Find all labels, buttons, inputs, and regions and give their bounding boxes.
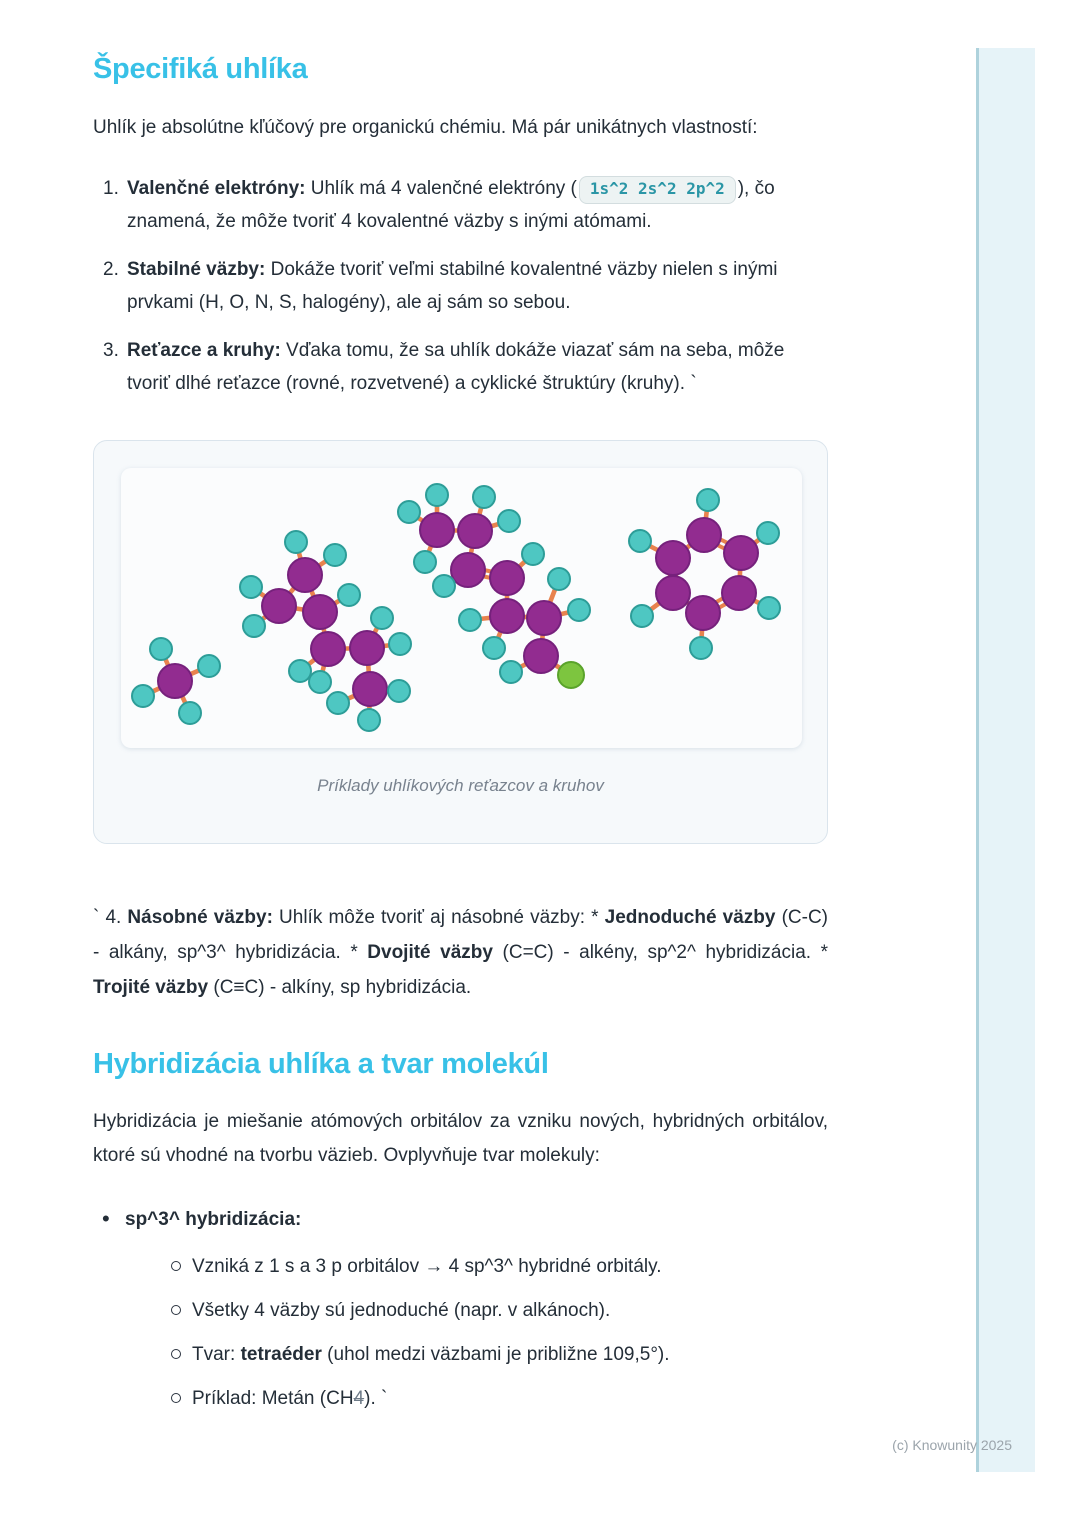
hydrogen-atom (629, 530, 651, 552)
hydrogen-atom (338, 584, 360, 606)
hydrogen-atom (150, 638, 172, 660)
carbon-atom (451, 553, 485, 587)
carbon-atom (724, 536, 758, 570)
text-segment: Tvar: (192, 1344, 241, 1365)
carbon-atom (490, 561, 524, 595)
carbon-atom (288, 558, 322, 592)
text-segment: Vzniká z 1 s a 3 p orbitálov → 4 sp^3^ hybridné orbitály. (192, 1256, 662, 1277)
hydrogen-atom (500, 661, 522, 683)
molecule-figure-card (93, 440, 828, 844)
text-segment: Vďaka tomu, že sa uhlík dokáže viazať sám na seba, môže tvoriť dlhé reťazce (rovné, rozvetvené) a cyklické štruktúry (kruhy). ` (127, 340, 785, 394)
struck-text: 4 (353, 1388, 365, 1409)
hydrogen-atom (240, 576, 262, 598)
list-item-chains-rings (103, 334, 828, 400)
bold-text: Dvojité väzby (367, 942, 493, 963)
carbon-atom (686, 596, 720, 630)
hydrogen-atom (285, 531, 307, 553)
hydrogen-atom (568, 599, 590, 621)
carbon-atom (687, 518, 721, 552)
text-segment: Dokáže tvoriť veľmi stabilné kovalentné väzby nielen s inými prvkami (H, O, N, S, halogény), ale aj sám so sebou. (127, 259, 778, 313)
hydrogen-atom (289, 660, 311, 682)
hydrogen-atom (522, 543, 544, 565)
halogen-atom (558, 662, 584, 688)
bold-text: Jednoduché väzby (604, 907, 776, 928)
hydrogen-atom (483, 637, 505, 659)
sub-item-example (125, 1383, 828, 1414)
molecule-image (121, 468, 802, 748)
hydrogen-atom (758, 597, 780, 619)
bold-text: tetraéder (240, 1344, 322, 1365)
carbon-atom (527, 601, 561, 635)
carbon-atom (350, 631, 384, 665)
hydrogen-atom (414, 551, 436, 573)
hydrogen-atom (371, 607, 393, 629)
carbon-atom (490, 599, 524, 633)
molecule-canvas (121, 468, 802, 748)
sub-item-orbitals (125, 1251, 828, 1282)
carbon-atom (524, 639, 558, 673)
text-segment: Uhlík môže tvoriť aj násobné väzby: * (272, 907, 605, 928)
carbon-atom (262, 589, 296, 623)
carbon-atom (303, 595, 337, 629)
bold-text: Trojité väzby (93, 977, 209, 998)
page-edge-stripe (976, 48, 1035, 1472)
hydrogen-atom (459, 609, 481, 631)
text-segment: ), čo znamená, že môže tvoriť 4 kovalentné väzby s inými atómami. (127, 178, 775, 232)
text-segment: ` 4. (93, 907, 128, 928)
carbon-atom (353, 672, 387, 706)
hydrogen-atom (426, 484, 448, 506)
text-segment: Všetky 4 väzby sú jednoduché (napr. v alkánoch). (192, 1300, 611, 1321)
hydrogen-atom (327, 692, 349, 714)
text-segment: ). ` (364, 1388, 388, 1409)
hydrogen-atom (690, 637, 712, 659)
hydrogen-atom (358, 709, 380, 731)
hybridization-list (93, 1205, 828, 1414)
list-item-stable-bonds (103, 253, 828, 319)
bullet-label: sp^3^ hybridizácia: (125, 1209, 302, 1230)
bold-text: Valenčné elektróny: (127, 178, 306, 199)
hydrogen-atom (433, 575, 455, 597)
hydrogen-atom (473, 486, 495, 508)
hydrogen-atom (179, 702, 201, 724)
text-segment: Príklad: Metán (CH (192, 1388, 354, 1409)
bold-text: Reťazce a kruhy: (127, 340, 281, 361)
section-title-carbon-specifics: Špecifiká uhlíka (93, 53, 308, 85)
text-segment: (C≡C) - alkíny, sp hybridizácia. (208, 977, 472, 998)
carbon-atom (722, 576, 756, 610)
hydrogen-atom (243, 615, 265, 637)
sub-item-shape (125, 1339, 828, 1370)
hydrogen-atom (198, 655, 220, 677)
hydrogen-atom (697, 489, 719, 511)
figure-caption: Príklady uhlíkových reťazcov a kruhov (317, 776, 604, 795)
intro-paragraph: Uhlík je absolútne kľúčový pre organickú chémiu. Má pár unikátnych vlastností: (93, 117, 758, 138)
carbon-atom (311, 632, 345, 666)
list-number: 2. (103, 259, 119, 280)
hydrogen-atom (309, 671, 331, 693)
hydrogen-atom (498, 510, 520, 532)
hydrogen-atom (132, 685, 154, 707)
hydrogen-atom (388, 680, 410, 702)
hydrogen-atom (398, 501, 420, 523)
carbon-atom (656, 541, 690, 575)
carbon-properties-list (93, 172, 828, 400)
text-segment: (C=C) - alkény, sp^2^ hybridizácia. * (492, 942, 828, 963)
bullet-sp3-hybridization (93, 1205, 828, 1414)
electron-config-code: 1s^2 2s^2 2p^2 (579, 176, 736, 204)
list-item-valence-electrons (103, 172, 828, 238)
sp3-sublist (125, 1251, 828, 1414)
text-segment: (uhol medzi väzbami je približne 109,5°). (321, 1344, 670, 1365)
list-item-text (127, 253, 828, 319)
hybridization-intro-paragraph: Hybridizácia je miešanie atómových orbitálov za vzniku nových, hybridných orbitálov, ktoré sú vhodné na tvorbu väzieb. Ovplyvňuje tvar molekuly: (93, 1111, 828, 1166)
hydrogen-atom (757, 522, 779, 544)
multiple-bonds-paragraph (93, 900, 828, 1005)
hydrogen-atom (548, 568, 570, 590)
carbon-atom (656, 576, 690, 610)
list-item-text (127, 334, 828, 400)
text-segment: Uhlík má 4 valenčné elektróny ( (305, 178, 577, 199)
copyright-footer: (c) Knowunity 2025 (892, 1437, 1012, 1453)
carbon-atom (420, 513, 454, 547)
list-item-text (127, 172, 828, 238)
list-number: 1. (103, 178, 119, 199)
bold-text: Násobné väzby: (127, 907, 273, 928)
hydrogen-atom (324, 544, 346, 566)
carbon-atom (158, 664, 192, 698)
list-number: 3. (103, 340, 119, 361)
hydrogen-atom (631, 605, 653, 627)
section-title-hybridization: Hybridizácia uhlíka a tvar molekúl (93, 1048, 549, 1080)
sub-item-single-bonds (125, 1295, 828, 1326)
text-segment: (C-C) - alkány, sp^3^ hybridizácia. * (93, 907, 829, 963)
carbon-atom (458, 514, 492, 548)
document-content (93, 52, 828, 1427)
bold-text: Stabilné väzby: (127, 259, 266, 280)
hydrogen-atom (389, 633, 411, 655)
